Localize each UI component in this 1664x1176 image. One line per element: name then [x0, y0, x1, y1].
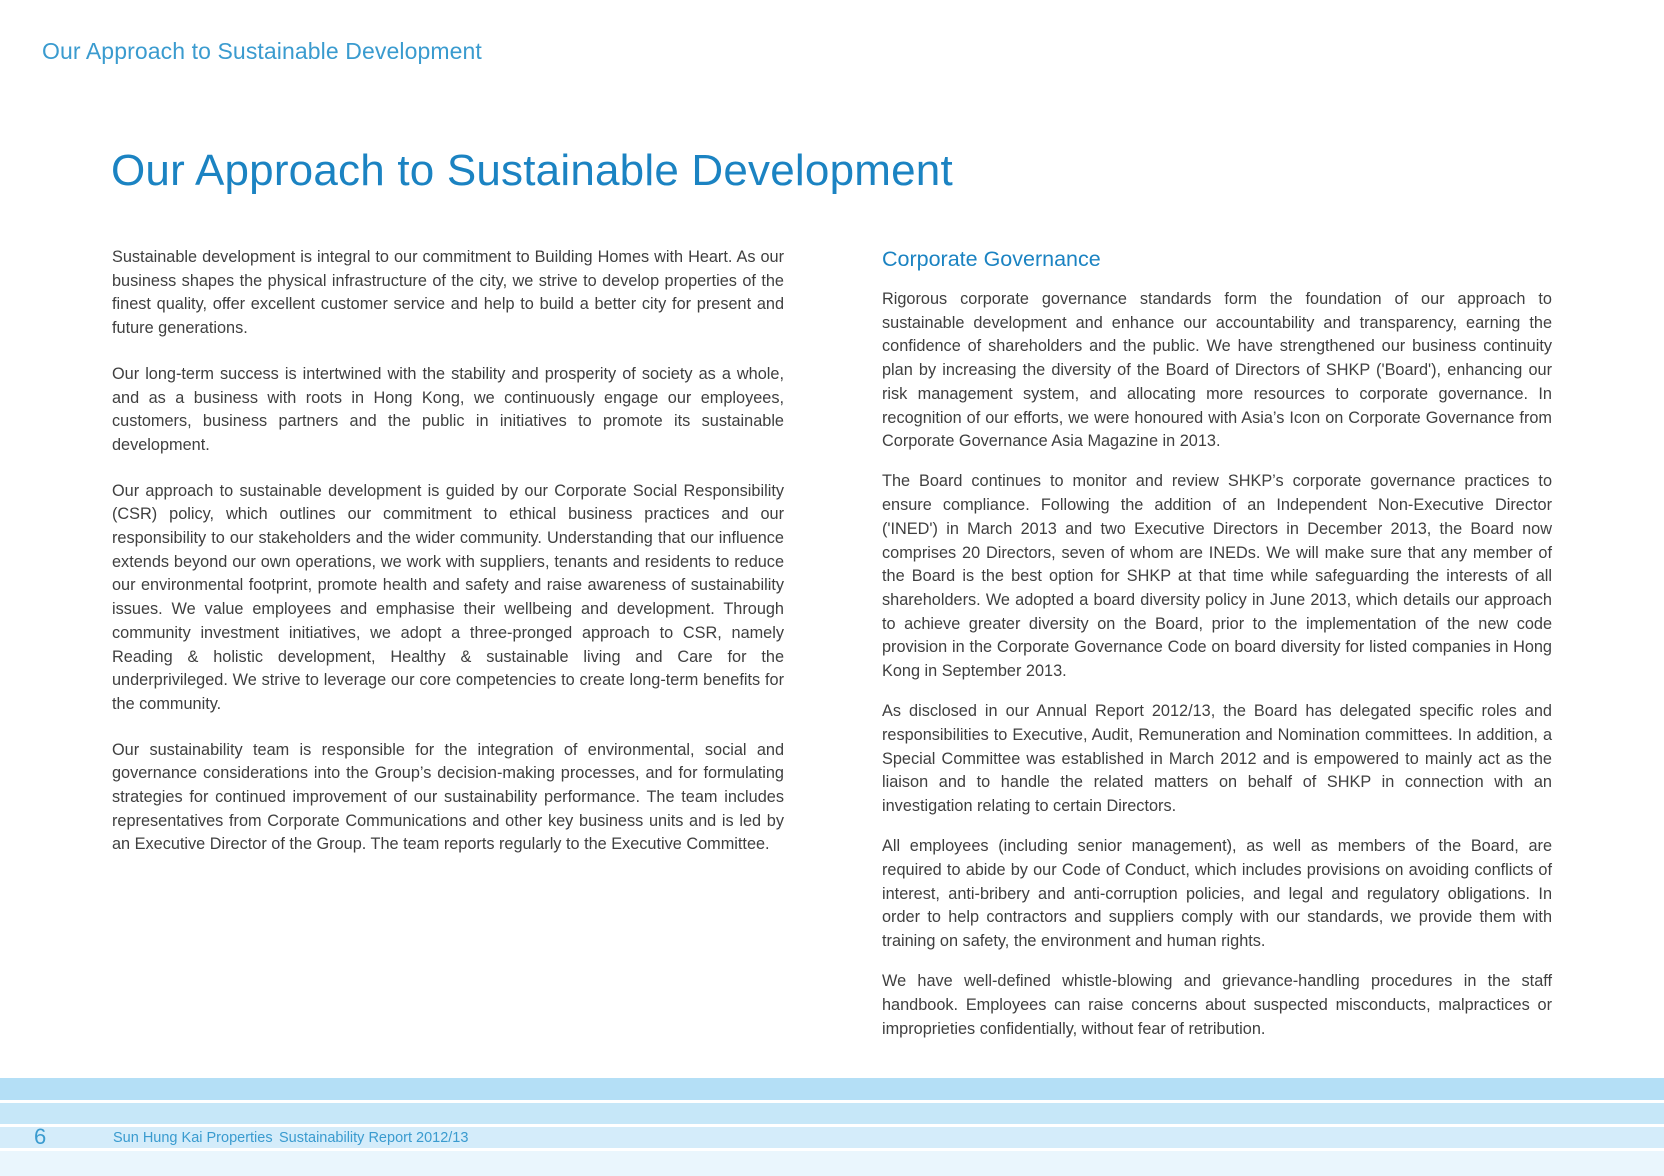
page-title: Our Approach to Sustainable Development: [111, 146, 953, 195]
body-paragraph: Our long-term success is intertwined with the stability and prosperity of society as a whole, and as a business with roots in Hong Kong, we continuously engage our employees, customers, business partners and the public in initiatives to promote its sustainable development.: [112, 364, 784, 454]
body-paragraph: All employees (including senior management), as well as members of the Board, are required to abide by our Code of Conduct, which includes provisions on avoiding conflicts of interest, anti-bribery and anti-corruption policies, and legal and regulatory obligations. In order to help contractors and suppliers comply with our standards, we provide them with training on safety, the environment and human rights.: [882, 837, 1552, 951]
body-paragraph: We have well-defined whistle-blowing and grievance-handling procedures in the staff handbook. Employees can raise concerns about suspected misconducts, malpractices or improprieties confidentially, without fear of retribution.: [882, 972, 1552, 1038]
body-paragraph: The Board continues to monitor and review SHKP’s corporate governance practices to ensure compliance. Following the addition of an Independent Non-Executive Director ('INED') in March 2013 and two Executive Directors in December 2013, the Board now comprises 20 Directors, seven of whom are INEDs. We will make sure that any member of the Board is the best option for SHKP at that time while safeguarding the interests of all shareholders. We adopted a board diversity policy in June 2013, which details our approach to achieve greater diversity on the Board, prior to the implementation of the new code provision in the Corporate Governance Code on board diversity for listed companies in Hong Kong in September 2013.: [882, 472, 1552, 681]
body-paragraph: Our approach to sustainable development is guided by our Corporate Social Responsibility (CSR) policy, which outlines our commitment to ethical business practices and our responsibility to our stakeholders and the wider community. Understanding that our influence extends beyond our own operations, we work with suppliers, tenants and residents to reduce our environmental footprint, promote health and safety and raise awareness of sustainability issues. We value employees and emphasise their wellbeing and development. Through community investment initiatives, we adopt a three-pronged approach to CSR, namely Reading & holistic development, Healthy & sustainable living and Care for the underprivileged. We strive to leverage our core competencies to create long-term benefits for the community.: [112, 481, 784, 713]
footer-band: [0, 1103, 1664, 1124]
running-header: Our Approach to Sustainable Development: [42, 38, 482, 64]
intro-paragraph: Sustainable development is integral to our commitment to Building Homes with Heart. As our business shapes the physical infrastructure of the city, we strive to develop properties of the finest quality, offer excellent customer service and help to build a better city for present and future generations.: [112, 248, 784, 338]
footer-report-title: Sustainability Report 2012/13: [279, 1130, 469, 1146]
footer-band: [0, 1151, 1664, 1176]
page-number: 6: [34, 1124, 47, 1149]
body-paragraph: Our sustainability team is responsible for the integration of environmental, social and governance considerations into the Group’s decision-making processes, and for formulating strategies for continued improvement of our sustainability performance. The team includes representatives from Corporate Communications and other key business units and is led by an Executive Director of the Group. The team reports regularly to the Executive Committee.: [112, 740, 784, 854]
body-paragraph: As disclosed in our Annual Report 2012/13, the Board has delegated specific roles and responsibilities to Executive, Audit, Remuneration and Nomination committees. In addition, a Special Committee was established in March 2012 and is empowered to mainly act as the liaison and to handle the related matters on behalf of SHKP in connection with an investigation relating to certain Directors.: [882, 702, 1552, 816]
footer-band: [0, 1078, 1664, 1100]
section-heading-corporate-governance: Corporate Governance: [882, 247, 1101, 271]
right-column: [882, 246, 1552, 1058]
body-paragraph: Rigorous corporate governance standards form the foundation of our approach to sustainable development and enhance our accountability and transparency, earning the confidence of shareholders and the public. We have strengthened our business continuity plan by increasing the diversity of the Board of Directors of SHKP ('Board'), enhancing our risk management system, and allocating more resources to corporate governance. In recognition of our efforts, we were honoured with Asia’s Icon on Corporate Governance from Corporate Governance Asia Magazine in 2013.: [882, 290, 1552, 451]
page-footer: [0, 1124, 1664, 1149]
left-column: [112, 246, 784, 879]
footer-company-name: Sun Hung Kai Properties: [113, 1130, 273, 1146]
